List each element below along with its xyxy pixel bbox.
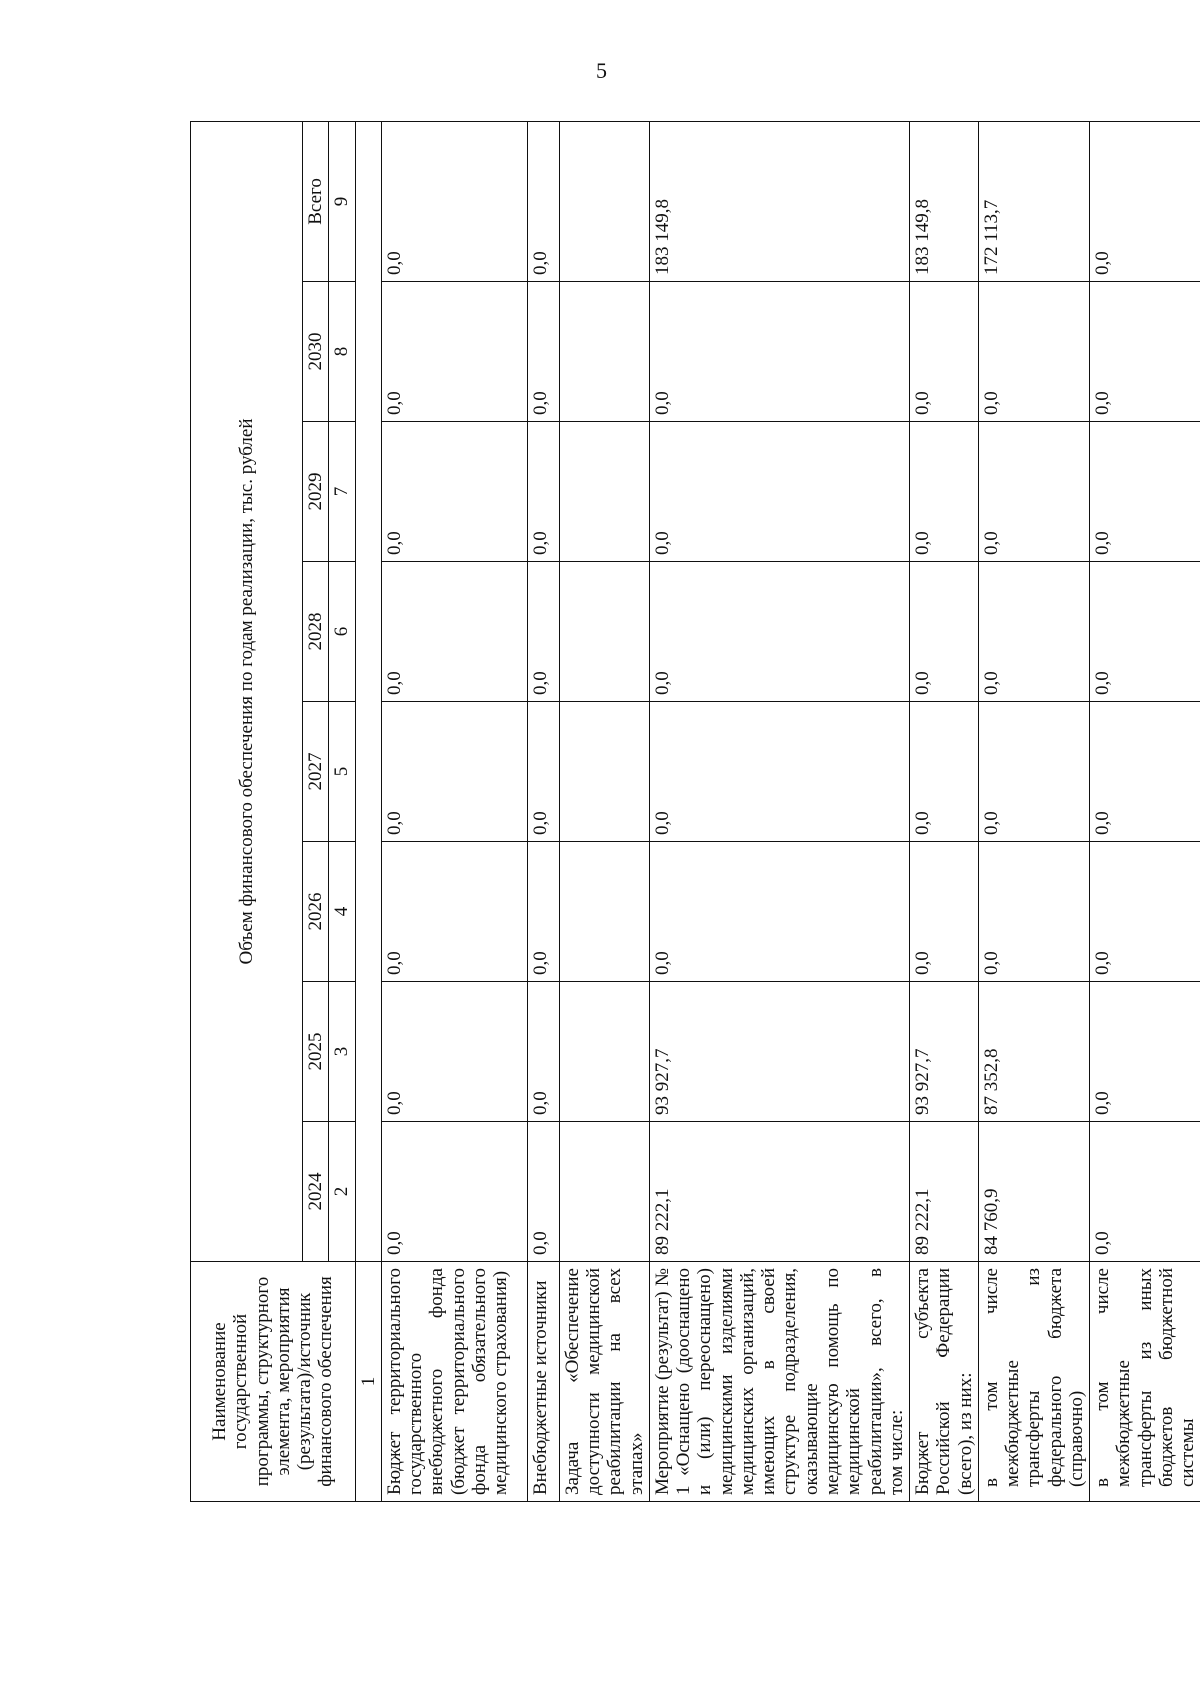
cell-total: 183 149,8	[649, 121, 909, 281]
cell-2027: 0,0	[910, 702, 979, 842]
cell-2028: 0,0	[1090, 562, 1200, 702]
table-row	[527, 121, 559, 1501]
cell-2029: 0,0	[910, 422, 979, 562]
cell-2025: 0,0	[527, 982, 559, 1122]
cell-2030: 0,0	[978, 282, 1089, 422]
column-number: 8	[329, 282, 355, 422]
cell-total: 0,0	[381, 121, 527, 281]
cell-2028: 0,0	[910, 562, 979, 702]
cell-2026: 0,0	[910, 842, 979, 982]
year-cell: 2028	[303, 562, 329, 702]
cell-total: 0,0	[527, 121, 559, 281]
year-cell: 2024	[303, 1122, 329, 1262]
cell-2025: 93 927,7	[649, 982, 909, 1122]
empty-spacer	[355, 121, 381, 1261]
row-name: в том числе межбюджетные трансферты из федерального бюджета (справочно)	[978, 1262, 1089, 1502]
cell-2030: 0,0	[910, 282, 979, 422]
cell-2026: 0,0	[1090, 842, 1200, 982]
cell-2027: 0,0	[649, 702, 909, 842]
cell-2029: 0,0	[527, 422, 559, 562]
cell-2024: 0,0	[1090, 1122, 1200, 1262]
table-row	[381, 121, 527, 1501]
cell-2029: 0,0	[381, 422, 527, 562]
cell-2028: 0,0	[978, 562, 1089, 702]
row-name: в том числе межбюджетные трансферты из иных бюджетов бюджетной системы	[1090, 1262, 1200, 1502]
cell-2024: 0,0	[381, 1122, 527, 1262]
cell-total: 172 113,7	[978, 121, 1089, 281]
cell-2026	[559, 842, 649, 982]
cell-2029	[559, 422, 649, 562]
page-number: 5	[596, 58, 607, 83]
cell-total: 0,0	[1090, 121, 1200, 281]
cell-2026: 0,0	[381, 842, 527, 982]
year-cell: 2027	[303, 702, 329, 842]
cell-2026: 0,0	[649, 842, 909, 982]
column-number: 1	[355, 1262, 381, 1502]
year-cell: 2029	[303, 422, 329, 562]
cell-2028	[559, 562, 649, 702]
cell-2027: 0,0	[978, 702, 1089, 842]
cell-total: 183 149,8	[910, 121, 979, 281]
cell-2030	[559, 282, 649, 422]
cell-2024: 84 760,9	[978, 1122, 1089, 1262]
financing-table	[190, 121, 1200, 1502]
cell-2029: 0,0	[649, 422, 909, 562]
cell-2026: 0,0	[978, 842, 1089, 982]
year-cell: 2025	[303, 982, 329, 1122]
cell-2024	[559, 1122, 649, 1262]
cell-2028: 0,0	[527, 562, 559, 702]
rotated-table-container	[190, 122, 1199, 1502]
row-name: Мероприятие (результат) № 1 «Оснащено (дооснащено и (или) переоснащено) медицинскими изделиями медицинских организаций, имеющих в своей структуре подразделения, оказывающие медицинскую помощь по медицинской реабилитации», всего, в том числе:	[649, 1262, 909, 1502]
cell-total	[559, 121, 649, 281]
cell-2027: 0,0	[1090, 702, 1200, 842]
cell-2027: 0,0	[527, 702, 559, 842]
cell-2027	[559, 702, 649, 842]
cell-2024: 89 222,1	[649, 1122, 909, 1262]
table-row	[649, 121, 909, 1501]
header-row	[191, 121, 303, 1501]
table-row	[1090, 121, 1200, 1501]
cell-2029: 0,0	[978, 422, 1089, 562]
cell-2026: 0,0	[527, 842, 559, 982]
column-number: 5	[329, 702, 355, 842]
year-cell-total: Всего	[303, 121, 329, 281]
row-name: Бюджет территориального государственного внебюджетного фонда (бюджет территориального фонда обязательного медицинского страхования)	[381, 1262, 527, 1502]
header-volume-cell: Объем финансового обеспечения по годам реализации, тыс. рублей	[191, 121, 303, 1261]
column-number: 4	[329, 842, 355, 982]
table-row	[910, 121, 979, 1501]
cell-2028: 0,0	[381, 562, 527, 702]
cell-2030: 0,0	[527, 282, 559, 422]
column-number: 2	[329, 1122, 355, 1262]
cell-2028: 0,0	[649, 562, 909, 702]
cell-2025	[559, 982, 649, 1122]
row-name: Задача «Обеспечение доступности медицинской реабилитации на всех этапах»	[559, 1262, 649, 1502]
row-name: Бюджет субъекта Российской Федерации (всего), из них:	[910, 1262, 979, 1502]
header-name-cell: Наименование государственной программы, структурного элемента, мероприятия (результата)/источник финансового обеспечения	[191, 1262, 356, 1502]
row-name: Внебюджетные источники	[527, 1262, 559, 1502]
cell-2027: 0,0	[381, 702, 527, 842]
column-number: 3	[329, 982, 355, 1122]
cell-2025: 93 927,7	[910, 982, 979, 1122]
cell-2030: 0,0	[649, 282, 909, 422]
table-row	[559, 121, 649, 1501]
column-number: 7	[329, 422, 355, 562]
cell-2029: 0,0	[1090, 422, 1200, 562]
year-cell: 2026	[303, 842, 329, 982]
cell-2030: 0,0	[1090, 282, 1200, 422]
cell-2025: 87 352,8	[978, 982, 1089, 1122]
cell-2030: 0,0	[381, 282, 527, 422]
column-number-first-row	[355, 121, 381, 1501]
cell-2024: 0,0	[527, 1122, 559, 1262]
table-row	[978, 121, 1089, 1501]
year-cell: 2030	[303, 282, 329, 422]
column-number: 6	[329, 562, 355, 702]
column-number: 9	[329, 121, 355, 281]
cell-2025: 0,0	[1090, 982, 1200, 1122]
cell-2025: 0,0	[381, 982, 527, 1122]
cell-2024: 89 222,1	[910, 1122, 979, 1262]
